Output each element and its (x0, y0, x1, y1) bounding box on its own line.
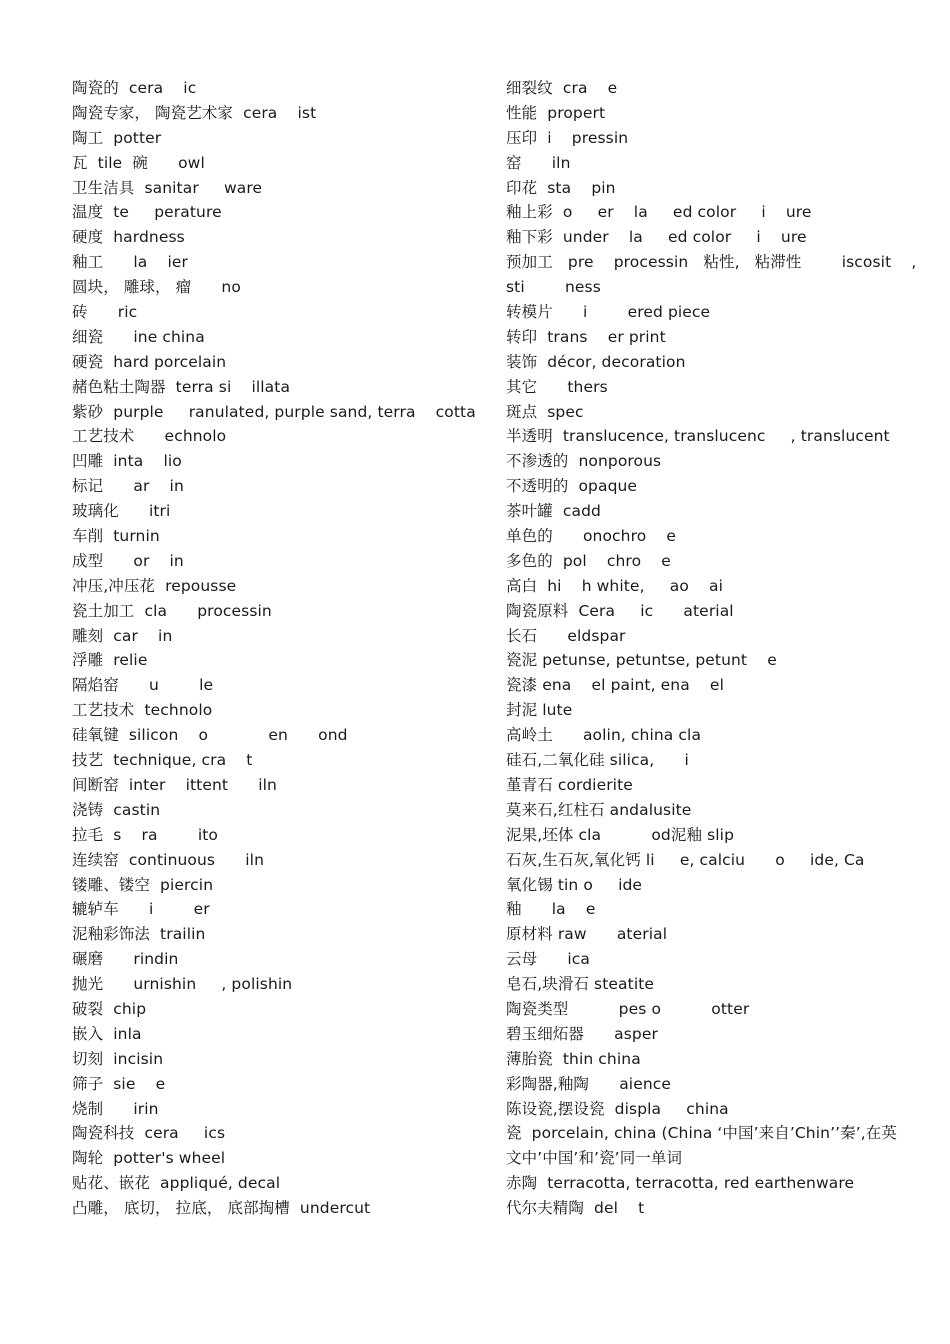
glossary-entry: 其它 thers (506, 377, 608, 396)
glossary-entry: 堇青石 cordierite (506, 775, 633, 794)
glossary-entry: 紫砂 purple ranulated, purple sand, terra cotta (72, 402, 476, 421)
glossary-entry: 陶瓷专家， 陶瓷艺术家 cera ist (72, 103, 317, 122)
glossary-entry: 釉 la e (506, 900, 596, 919)
glossary-entry: 工艺技术 technolo (72, 701, 213, 720)
glossary-entry: 贴花、嵌花 appliqué, decal (72, 1174, 281, 1193)
glossary-entry: 莫来石,红柱石 andalusite (506, 800, 692, 819)
glossary-entry: 间断窑 inter ittent iln (72, 775, 277, 794)
glossary-entry: 成型 or in (72, 551, 184, 570)
glossary-entry: 瓷泥 petunse, petuntse, petunt e (506, 651, 777, 670)
glossary-entry: 斑点 spec (506, 402, 584, 421)
glossary-entry: 氧化锡 tin o ide (506, 875, 643, 894)
glossary-entry: 碾磨 rindin (72, 950, 179, 969)
glossary-entry: 不渗透的 nonporous (506, 452, 662, 471)
glossary-entry: 连续窑 continuous iln (72, 850, 264, 869)
glossary-entry: 圆块， 雕球， 瘤 no (72, 278, 241, 297)
glossary-entry: 茶叶罐 cadd (506, 502, 601, 521)
glossary-entry: 原材料 raw aterial (506, 925, 668, 944)
glossary-entry: 陶瓷类型 pes o otter (506, 999, 750, 1018)
glossary-entry: 压印 i pressin (506, 128, 629, 147)
glossary-entry: 陶轮 potter's wheel (72, 1149, 226, 1168)
glossary-entry: 技艺 technique, cra t (72, 751, 253, 770)
glossary-entry: 云母 ica (506, 950, 590, 969)
glossary-entry: 石灰,生石灰,氧化钙 li e, calciu o ide, Ca (506, 850, 865, 869)
glossary-entry: 陶瓷原料 Cera ic aterial (506, 601, 734, 620)
glossary-entry: 拉毛 s ra ito (72, 825, 218, 844)
glossary-entry: 筛子 sie e (72, 1074, 166, 1093)
glossary-entry: 温度 te perature (72, 203, 222, 222)
glossary-entry: 硅氧键 silicon o en ond (72, 726, 348, 745)
glossary-entry: 冲压,冲压花 repousse (72, 576, 237, 595)
glossary-entry: 卫生洁具 sanitar ware (72, 178, 263, 197)
glossary-entry: 陈设瓷,摆设瓷 displa china (506, 1099, 729, 1118)
glossary-entry: 薄胎瓷 thin china (506, 1049, 641, 1068)
glossary-entry: 浇铸 castin (72, 800, 161, 819)
glossary-entry: 长石 eldspar (506, 626, 626, 645)
glossary-entry: 烧制 irin (72, 1099, 159, 1118)
glossary-entry: 瓷漆 ena el paint, ena el (506, 676, 724, 695)
glossary-entry: 碧玉细炻器 asper (506, 1024, 658, 1043)
glossary-entry: 辘轳车 i er (72, 900, 210, 919)
glossary-entry: 多色的 pol chro e (506, 551, 671, 570)
glossary-entry: 硬度 hardness (72, 228, 185, 247)
glossary-entry: 泥果,坯体 cla od泥釉 slip (506, 825, 735, 844)
glossary-entry: 车削 turnin (72, 527, 160, 546)
glossary-entry: 转模片 i ered piece (506, 303, 711, 322)
glossary-entry: 转印 trans er print (506, 327, 666, 346)
glossary-entry: 半透明 translucence, translucenc , translucent (506, 427, 890, 446)
glossary-entry: 窑 iln (506, 153, 571, 172)
glossary-entry: 陶瓷科技 cera ics (72, 1124, 226, 1143)
glossary-entry: 玻璃化 itri (72, 502, 171, 521)
glossary-entry: 釉工 la ier (72, 253, 188, 272)
glossary-entry: 印花 sta pin (506, 178, 616, 197)
glossary-entry: sti ness (506, 278, 601, 297)
glossary-entry: 不透明的 opaque (506, 477, 638, 496)
glossary-entry: 文中’中国’和’瓷’同一单词 (506, 1149, 683, 1168)
glossary-entry: 彩陶器,釉陶 aience (506, 1074, 672, 1093)
glossary-entry: 装饰 décor, decoration (506, 352, 686, 371)
glossary-entry: 封泥 lute (506, 701, 573, 720)
glossary-entry: 高岭土 aolin, china cla (506, 726, 702, 745)
glossary-entry: 硅石,二氧化硅 silica, i (506, 751, 689, 770)
glossary-entry: 釉上彩 o er la ed color i ure (506, 203, 812, 222)
glossary-entry: 隔焰窑 u le (72, 676, 214, 695)
right-column (506, 76, 916, 1221)
glossary-entry: 瓷土加工 cla processin (72, 601, 272, 620)
glossary-entry: 皂石,块滑石 steatite (506, 975, 655, 994)
glossary-entry: 釉下彩 under la ed color i ure (506, 228, 807, 247)
glossary-entry: 凹雕 inta lio (72, 452, 182, 471)
glossary-entry: 细瓷 ine china (72, 327, 205, 346)
glossary-entry: 赤陶 terracotta, terracotta, red earthenware (506, 1174, 855, 1193)
glossary-entry: 镂雕、镂空 piercin (72, 875, 214, 894)
glossary-entry: 瓦 tile 碗 owl (72, 153, 205, 172)
glossary-entry: 工艺技术 echnolo (72, 427, 227, 446)
glossary-entry: 泥釉彩饰法 trailin (72, 925, 206, 944)
glossary-entry: 雕刻 car in (72, 626, 173, 645)
glossary-entry: 代尔夫精陶 del t (506, 1199, 645, 1218)
glossary-entry: 抛光 urnishin , polishin (72, 975, 293, 994)
glossary-entry: 陶瓷的 cera ic (72, 79, 197, 97)
glossary-entry: 切刻 incisin (72, 1049, 164, 1068)
glossary-entry: 浮雕 relie (72, 651, 148, 670)
glossary-entry: 凸雕， 底切， 拉底， 底部掏槽 undercut (72, 1199, 371, 1218)
glossary-entry: 单色的 onochro e (506, 527, 677, 546)
glossary-entry: 瓷 porcelain, china (China ‘中国’来自’Chin’’秦’,在英 (506, 1124, 897, 1143)
left-column (72, 76, 482, 1221)
glossary-entry: 标记 ar in (72, 477, 184, 496)
glossary-entry: 嵌入 inla (72, 1024, 142, 1043)
glossary-entry: 赭色粘土陶器 terra si illata (72, 377, 291, 396)
glossary-entry: 砖 ric (72, 303, 138, 322)
glossary-entry: 硬瓷 hard porcelain (72, 352, 227, 371)
glossary-entry: 高白 hi h white, ao ai (506, 576, 724, 595)
glossary-entry: 性能 propert (506, 103, 606, 122)
glossary-entry: 陶工 potter (72, 128, 162, 147)
glossary-entry: 破裂 chip (72, 999, 147, 1018)
glossary-entry: 细裂纹 cra e (506, 79, 618, 97)
glossary-entry: 预加工 pre processin 粘性, 粘滞性 iscosit , (506, 253, 916, 272)
